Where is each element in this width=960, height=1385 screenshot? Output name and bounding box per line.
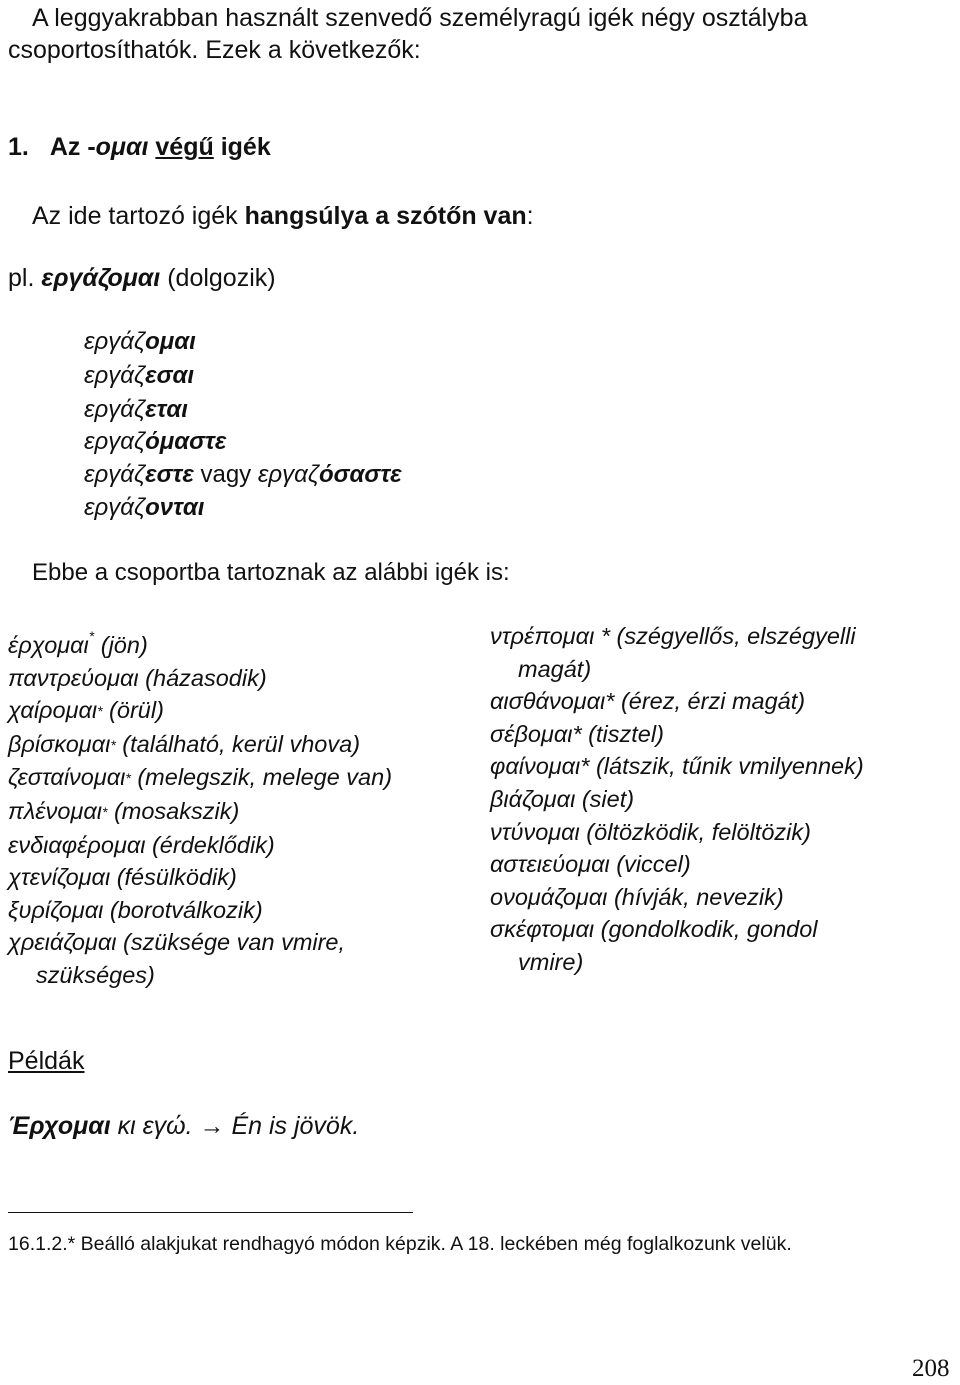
section-prefix: Az - — [49, 133, 96, 161]
list-item-gloss: (borotválkozik) — [103, 896, 263, 923]
list-item-greek: σκέφτομαι — [490, 916, 595, 943]
example-sentence-rest: κι εγώ. — [110, 1112, 193, 1140]
paradigm-stem: εργάζ — [84, 461, 146, 488]
list-item-gloss: (érdeklődik) — [145, 831, 275, 858]
list-item-greek: βρίσκομαι — [8, 730, 111, 757]
paradigm-stem: εργάζ — [84, 396, 146, 423]
list-item-greek: βιάζομαι — [490, 785, 576, 812]
list-item-mark: * — [110, 736, 116, 753]
list-item — [490, 816, 864, 849]
list-item-continuation: vmire) — [518, 948, 584, 975]
list-item-gloss: (fésülködik) — [110, 864, 237, 891]
list-item — [490, 881, 864, 914]
list-item — [490, 913, 864, 946]
footnote-rule — [8, 1212, 413, 1213]
list-item-greek: πλένομαι — [8, 797, 102, 824]
stress-pre: Az ide tartozó igék — [32, 202, 245, 230]
list-item-gloss: (gondolkodik, gondol — [594, 916, 818, 943]
list-item-mark: * — [580, 753, 590, 780]
paradigm-stem: εργαζ — [84, 428, 146, 455]
list-item — [8, 926, 392, 959]
list-item-gloss: (jön) — [94, 632, 148, 658]
list-item-greek: ενδιαφέρομαι — [8, 831, 146, 858]
footnote: 16.1.2.* Beálló alakjukat rendhagyó módon képzik. A 18. leckében még foglalkozunk velük. — [8, 1233, 792, 1255]
paradigm-alt-stem: εργαζ — [257, 461, 319, 488]
list-item-mark: * — [125, 770, 131, 787]
section-suffix-greek: ομαι — [95, 133, 149, 161]
section-number: 1. — [8, 133, 29, 161]
list-item-greek: ντρέπομαι — [490, 623, 595, 649]
list-item-mark: * — [572, 720, 582, 747]
list-item-gloss: (viccel) — [609, 851, 691, 878]
list-item-greek: έρχομαι — [8, 632, 89, 658]
list-item — [8, 894, 392, 927]
list-item-greek: ντύνομαι — [490, 818, 580, 845]
verb-list-left — [8, 620, 392, 992]
list-item — [490, 620, 864, 653]
paradigm-row-3 — [84, 394, 188, 426]
list-item-greek: ξυρίζομαι — [8, 896, 104, 923]
list-item — [8, 620, 392, 662]
list-item-continuation: szükséges) — [36, 961, 155, 988]
example-sentence — [8, 1110, 359, 1142]
example-gloss: (dolgozik) — [160, 264, 276, 292]
list-item — [490, 750, 864, 783]
paradigm-row-4 — [84, 426, 226, 458]
example-sentence-verb: Έρχομαι — [8, 1112, 111, 1140]
stress-bold: hangsúlya a szótőn van — [244, 202, 527, 230]
example-pl: pl. — [8, 264, 42, 292]
list-item-gloss: (szüksége van vmire, — [116, 929, 346, 956]
paradigm-row-2 — [84, 360, 194, 392]
example-verb: εργάζομαι — [41, 264, 161, 292]
paradigm-alt-ending: όσαστε — [318, 461, 402, 488]
list-item — [8, 861, 392, 894]
list-item — [8, 694, 392, 728]
list-item — [8, 662, 392, 695]
list-item — [8, 829, 392, 862]
list-item — [8, 728, 392, 762]
list-item-greek: χαίρομαι — [8, 697, 98, 724]
section-igek: igék — [213, 133, 271, 161]
list-item-greek: ζεσταίνομαι — [8, 764, 126, 791]
list-item — [490, 783, 864, 816]
paradigm-ending: εται — [145, 396, 188, 423]
list-item-greek: παντρεύομαι — [8, 664, 139, 691]
list-item-mark: * — [594, 623, 610, 649]
list-item-gloss: (siet) — [575, 785, 635, 812]
list-item-gloss: (örül) — [102, 697, 164, 724]
paradigm-ending: εστε — [145, 461, 194, 488]
example-verb-line — [8, 262, 276, 294]
list-item-greek: σέβομαι — [490, 720, 573, 747]
list-item-gloss: (érez, érzi magát) — [614, 688, 806, 715]
group-intro: Ebbe a csoportba tartoznak az alábbi igék is: — [32, 559, 510, 586]
list-item-gloss: (található, kerül vhova) — [115, 730, 361, 757]
paradigm-ending: όμαστε — [145, 428, 227, 455]
list-item — [8, 761, 392, 795]
list-item-gloss: (házasodik) — [138, 664, 267, 691]
paradigm-stem: εργάζ — [84, 494, 146, 521]
list-item-gloss: (öltözködik, felöltözik) — [579, 818, 811, 845]
paradigm-row-5 — [84, 459, 402, 491]
list-item-mark: * — [605, 688, 615, 715]
list-item — [490, 718, 864, 751]
paradigm-stem: εργάζ — [84, 328, 146, 355]
list-item-gloss: (hívják, nevezik) — [607, 883, 784, 910]
list-item-greek: αστειεύομαι — [490, 851, 610, 878]
page-number: 208 — [912, 1355, 950, 1382]
section-heading — [8, 131, 271, 163]
list-item-greek: χτενίζομαι — [8, 864, 111, 891]
list-item-gloss: (melegszik, melege van) — [130, 764, 393, 791]
example-translation: Én is jövök. — [231, 1112, 360, 1140]
list-item-gloss: (szégyellős, elszégyelli — [610, 623, 856, 649]
list-item-mark: * — [97, 703, 103, 720]
intro-line-2: csoportosíthatók. Ezek a következők: — [8, 36, 421, 64]
examples-heading: Példák — [8, 1047, 85, 1075]
stress-rule — [32, 200, 534, 232]
list-item — [490, 848, 864, 881]
list-item-continuation: magát) — [518, 655, 592, 682]
verb-list-right — [490, 620, 864, 979]
list-item — [490, 685, 864, 718]
list-item-gloss: (tisztel) — [581, 720, 664, 747]
list-item-greek: ονομάζομαι — [490, 883, 608, 910]
stress-post: : — [526, 202, 534, 230]
arrow-icon: → — [199, 1112, 225, 1140]
intro-line-1: A leggyakrabban használt szenvedő személyragú igék négy osztályba — [32, 4, 808, 32]
list-item-mark: * — [101, 803, 108, 820]
paradigm-stem: εργάζ — [84, 362, 146, 389]
list-item — [8, 795, 392, 829]
list-item-greek: χρειάζομαι — [8, 929, 117, 956]
list-item-gloss: (látszik, tűnik vmilyennek) — [589, 753, 864, 780]
paradigm-ending: ονται — [145, 494, 205, 521]
list-item-greek: αισθάνομαι — [490, 688, 606, 715]
list-item-greek: φαίνομαι — [490, 753, 581, 780]
list-item-mark: * — [88, 628, 95, 644]
paradigm-row-1 — [84, 326, 196, 358]
paradigm-or: vagy — [193, 461, 258, 488]
paradigm-row-6 — [84, 492, 204, 524]
paradigm-ending: εσαι — [145, 362, 195, 389]
list-item-gloss: (mosakszik) — [107, 797, 240, 824]
paradigm-ending: ομαι — [145, 328, 196, 355]
section-vegu: végű — [155, 133, 214, 161]
